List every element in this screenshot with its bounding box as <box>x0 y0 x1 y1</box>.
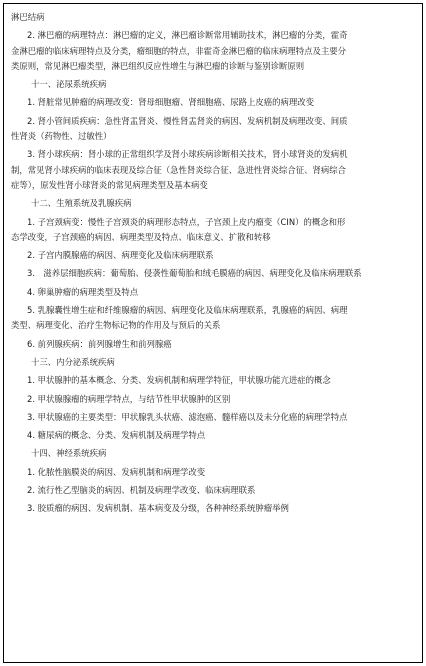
document-body <box>11 10 416 520</box>
list-item <box>11 28 416 74</box>
list-item-line: 3. 滋养层细胞疾病：葡萄胎、侵袭性葡萄胎和绒毛膜癌的病因、病理变化及临床病理联系 <box>27 268 362 279</box>
list-item-line: 金淋巴瘤的临床病理特点及分类，瘤细胞的特点，非霍奇金淋巴瘤的临床病理特点及主要分 <box>11 45 346 56</box>
list-item <box>11 303 416 334</box>
section-heading-text: 十四、神经系统疾病 <box>31 448 107 459</box>
list-item <box>11 337 416 352</box>
list-item <box>11 410 416 425</box>
section-heading <box>11 446 416 461</box>
list-item <box>11 483 416 498</box>
list-item-line: 2. 淋巴瘤的病理特点：淋巴瘤的定义，淋巴瘤诊断常用辅助技术，淋巴瘤的分类，霍奇 <box>27 30 348 41</box>
section-heading-text: 十二、生殖系统及乳腺疾病 <box>31 198 132 209</box>
list-item-line: 1. 化脓性脑膜炎的病因、发病机制和病理学改变 <box>27 466 206 477</box>
list-item-line: 1. 子宫颈病变：慢性子宫颈炎的病理形态特点，子宫颈上皮内瘤变（CIN）的概念和形 <box>27 216 346 227</box>
section-heading-text: 十一、泌尿系统疾病 <box>31 79 107 90</box>
list-item-line: 3. 肾小球疾病：肾小球的正常组织学及肾小球疾病诊断相关技术，肾小球肾炎的发病机 <box>27 149 348 160</box>
list-item <box>11 373 416 388</box>
section-title: 淋巴结病 <box>11 12 45 22</box>
list-item-line: 类型、病理变化、治疗生物标记物的作用及与预后的关系 <box>11 320 221 331</box>
section-heading <box>11 77 416 92</box>
list-item <box>11 392 416 407</box>
section-heading <box>11 196 416 211</box>
section-heading <box>11 355 416 370</box>
list-item <box>11 215 416 246</box>
list-item-line: 态学改变，子宫颈癌的病因、病理类型及特点、临床意义、扩散和转移 <box>11 231 271 242</box>
list-item-line: 4. 糖尿病的概念、分类、发病机制及病理学特点 <box>27 430 206 441</box>
list-item-line: 1. 肾脏常见肿瘤的病理改变：肾母细胞瘤、肾细胞癌、尿路上皮癌的病理改变 <box>27 97 315 108</box>
document-page <box>3 3 423 663</box>
list-item-line: 3. 胶质瘤的病因、发病机制、基本病变及分级，各种神经系统肿瘤举例 <box>27 503 289 514</box>
list-item <box>11 248 416 263</box>
list-item-line: 5. 乳腺囊性增生症和纤维腺瘤的病因、病理变化及临床病理联系，乳腺癌的病因、病理 <box>27 305 348 316</box>
list-item-line: 2. 子宫内膜腺癌的病因、病理变化及临床病理联系 <box>27 250 214 261</box>
list-item-line: 2. 甲状腺腺瘤的病理学特点，与结节性甲状腺肿的区别 <box>27 393 231 404</box>
list-item-line: 2. 肾小管间质疾病：急性肾盂肾炎、慢性肾盂肾炎的病因、发病机制及病理改变、间质 <box>27 115 348 126</box>
list-item-line: 类原则，常见淋巴瘤类型，淋巴组织反应性增生与淋巴瘤的诊断与鉴别诊断原则 <box>11 60 305 71</box>
list-item <box>11 501 416 516</box>
list-item <box>11 285 416 300</box>
list-item-line: 性肾炎（药物性、过敏性） <box>11 131 112 142</box>
list-item <box>11 114 416 145</box>
list-item-line: 4. 卵巢肿瘤的病理类型及特点 <box>27 286 139 297</box>
list-item <box>11 266 416 281</box>
list-item-line: 制，常见肾小球疾病的临床表现及综合征（急性肾炎综合征、急进性肾炎综合征、肾病综合 <box>11 164 346 175</box>
list-item-line: 1. 甲状腺肿的基本概念、分类、发病机制和病理学特征，甲状腺功能亢进症的概念 <box>27 375 331 386</box>
list-item <box>11 465 416 480</box>
list-item <box>11 147 416 193</box>
section-heading-text: 十三、内分泌系统疾病 <box>31 356 115 367</box>
list-item-line: 3. 甲状腺癌的主要类型：甲状腺乳头状癌、滤泡癌、髓样癌以及未分化癌的病理学特点 <box>27 411 348 422</box>
list-item-line: 2. 流行性乙型脑炎的病因、机制及病理学改变、临床病理联系 <box>27 485 256 496</box>
list-item-line: 6. 前列腺疾病：前列腺增生和前列腺癌 <box>27 338 172 349</box>
list-item-line: 症等），原发性肾小球肾炎的常见病理类型及基本病变 <box>11 179 208 190</box>
list-item <box>11 95 416 110</box>
list-item <box>11 428 416 443</box>
